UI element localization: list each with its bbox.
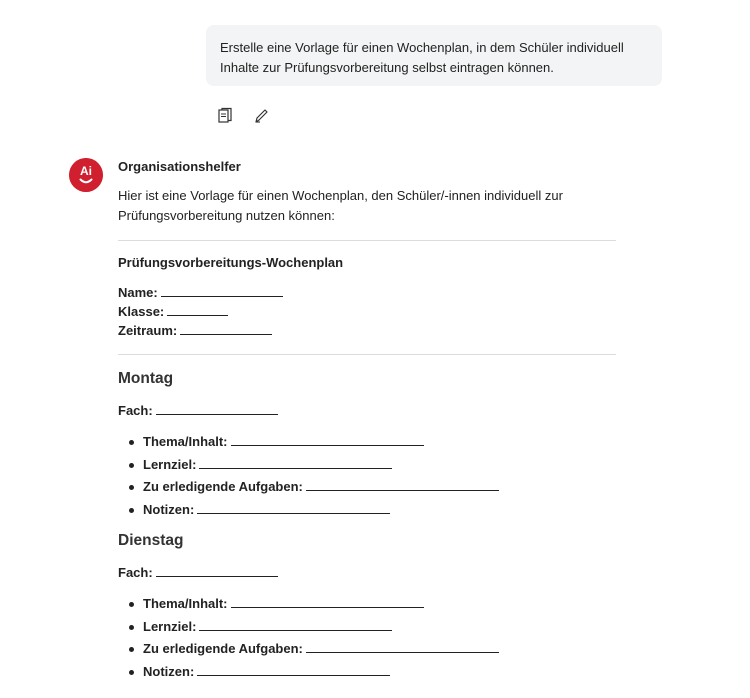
- assistant-name: Organisationshelfer: [118, 159, 241, 174]
- edit-icon[interactable]: [252, 107, 270, 125]
- name-blank: [161, 284, 283, 297]
- divider: [118, 240, 616, 241]
- item-label: Zu erledigende Aufgaben:: [143, 479, 303, 494]
- list-item: [143, 499, 618, 522]
- day-heading-dienstag: Dienstag: [118, 532, 184, 549]
- item-blank: [306, 640, 499, 653]
- list-item: [143, 454, 618, 477]
- item-label: Zu erledigende Aufgaben:: [143, 641, 303, 656]
- klasse-label: Klasse:: [118, 304, 165, 319]
- item-label: Lernziel:: [143, 456, 197, 472]
- item-blank: [197, 501, 390, 514]
- intro-text: [118, 186, 618, 226]
- item-blank: [231, 595, 424, 608]
- fach-blank: [156, 402, 278, 415]
- item-label: Thema/Inhalt:: [143, 596, 228, 611]
- list-item: [143, 616, 618, 639]
- list-item: [143, 593, 618, 616]
- list-item: [143, 661, 618, 684]
- item-blank: [199, 456, 392, 469]
- item-label: Lernziel:: [143, 618, 197, 634]
- zeitraum-field: [118, 321, 618, 340]
- fach-blank: [156, 564, 278, 577]
- divider: [118, 354, 616, 355]
- user-message-line: Erstelle eine Vorlage für einen Wochenplan, in dem Schüler individuell: [220, 40, 624, 55]
- item-label: Notizen:: [143, 501, 195, 517]
- assistant-avatar: [69, 158, 103, 192]
- list-item: [143, 431, 618, 454]
- plan-title: Prüfungsvorbereitungs-Wochenplan: [118, 255, 344, 270]
- fach-field: [118, 401, 618, 421]
- list-item: [143, 638, 618, 661]
- klasse-field: [118, 302, 618, 321]
- intro-line: Hier ist eine Vorlage für einen Wochenplan, den Schüler/-innen individuell zur: [118, 188, 563, 203]
- zeitraum-blank: [180, 322, 272, 335]
- list-item: [143, 476, 618, 499]
- item-blank: [197, 663, 390, 676]
- item-blank: [306, 478, 499, 491]
- assistant-message: [118, 157, 618, 683]
- montag-list: [118, 431, 618, 521]
- copy-icon[interactable]: [216, 107, 234, 125]
- klasse-blank: [167, 303, 228, 316]
- item-label: Thema/Inhalt:: [143, 434, 228, 449]
- user-message-bubble: [206, 25, 662, 86]
- fach-field: [118, 563, 618, 583]
- zeitraum-label: Zeitraum:: [118, 323, 178, 338]
- item-blank: [199, 618, 392, 631]
- item-label: Notizen:: [143, 663, 195, 679]
- avatar-text: Ai: [80, 164, 92, 178]
- header-fields: [118, 283, 618, 340]
- dienstag-list: [118, 593, 618, 683]
- fach-label: Fach:: [118, 565, 153, 580]
- fach-label: Fach:: [118, 403, 153, 418]
- intro-line: Prüfungsvorbereitung nutzen können:: [118, 208, 335, 223]
- user-message-line: Inhalte zur Prüfungsvorbereitung selbst eintragen können.: [220, 60, 554, 75]
- name-label: Name:: [118, 285, 158, 300]
- day-heading-montag: Montag: [118, 370, 174, 387]
- name-field: [118, 283, 618, 302]
- item-blank: [231, 433, 424, 446]
